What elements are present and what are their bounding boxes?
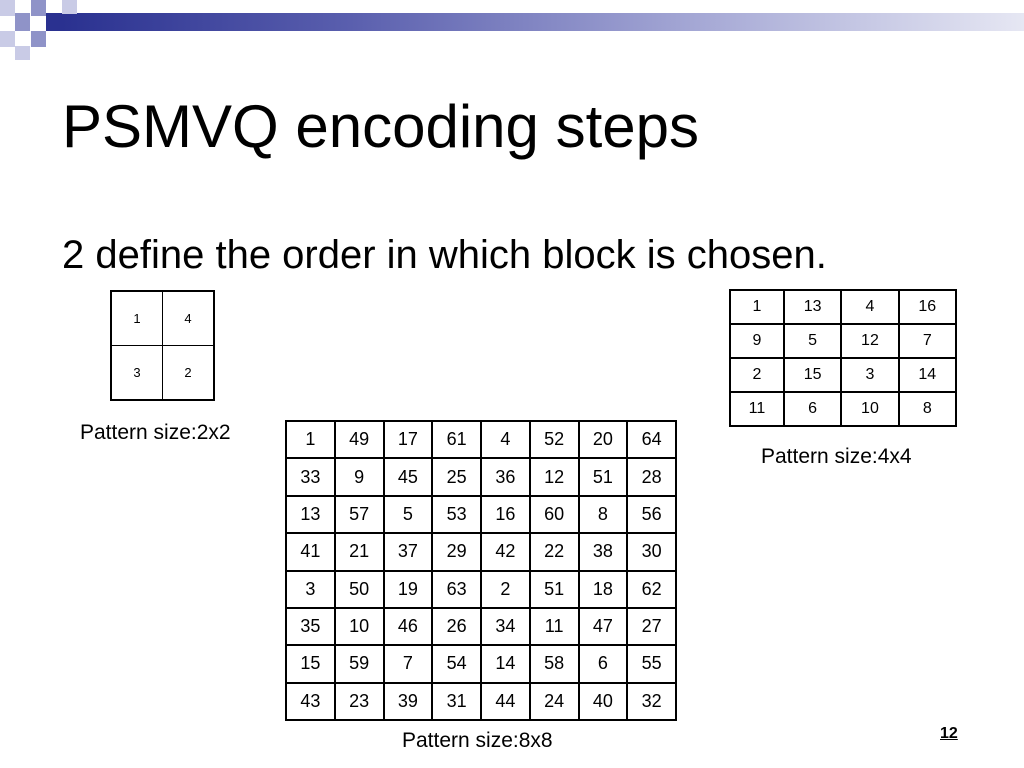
table-row xyxy=(286,421,676,458)
table-cell: 9 xyxy=(730,324,784,358)
table-row xyxy=(286,496,676,533)
table-cell: 44 xyxy=(481,683,530,720)
table-row xyxy=(286,571,676,608)
table-row xyxy=(111,291,214,346)
table-cell: 13 xyxy=(286,496,335,533)
table-row xyxy=(730,290,956,324)
table-cell: 32 xyxy=(627,683,676,720)
table-cell: 8 xyxy=(579,496,628,533)
table-cell: 51 xyxy=(579,458,628,495)
table-cell: 16 xyxy=(899,290,956,324)
table-cell: 29 xyxy=(432,533,481,570)
table-cell: 11 xyxy=(730,392,784,426)
table-cell: 4 xyxy=(163,291,215,346)
table-cell: 11 xyxy=(530,608,579,645)
header-decoration-square xyxy=(31,0,46,16)
table-cell: 64 xyxy=(627,421,676,458)
table-cell: 51 xyxy=(530,571,579,608)
table-cell: 61 xyxy=(432,421,481,458)
header-decoration-square xyxy=(0,0,15,16)
pattern-2x2-table xyxy=(110,290,215,401)
table-cell: 17 xyxy=(384,421,433,458)
table-cell: 49 xyxy=(335,421,384,458)
table-cell: 26 xyxy=(432,608,481,645)
table-row xyxy=(286,683,676,720)
table-cell: 1 xyxy=(111,291,163,346)
table-row xyxy=(286,608,676,645)
header-decoration-square xyxy=(15,13,30,31)
table-cell: 14 xyxy=(481,645,530,682)
table-cell: 6 xyxy=(784,392,841,426)
table-row xyxy=(286,645,676,682)
table-row xyxy=(730,392,956,426)
table-cell: 21 xyxy=(335,533,384,570)
table-cell: 30 xyxy=(627,533,676,570)
table-cell: 22 xyxy=(530,533,579,570)
table-cell: 12 xyxy=(841,324,898,358)
table-cell: 53 xyxy=(432,496,481,533)
table-cell: 57 xyxy=(335,496,384,533)
table-cell: 42 xyxy=(481,533,530,570)
table-cell: 2 xyxy=(481,571,530,608)
table-cell: 63 xyxy=(432,571,481,608)
pattern-8x8-caption: Pattern size:8x8 xyxy=(402,729,553,752)
header-decoration-square xyxy=(15,46,30,60)
table-row xyxy=(111,346,214,401)
table-cell: 37 xyxy=(384,533,433,570)
table-cell: 14 xyxy=(899,358,956,392)
pattern-2x2-caption: Pattern size:2x2 xyxy=(80,421,231,444)
table-cell: 2 xyxy=(730,358,784,392)
table-cell: 47 xyxy=(579,608,628,645)
header-decoration-square xyxy=(31,31,46,47)
table-cell: 27 xyxy=(627,608,676,645)
table-cell: 33 xyxy=(286,458,335,495)
table-cell: 56 xyxy=(627,496,676,533)
pattern-4x4-caption: Pattern size:4x4 xyxy=(761,445,912,468)
table-cell: 58 xyxy=(530,645,579,682)
table-cell: 28 xyxy=(627,458,676,495)
table-cell: 8 xyxy=(899,392,956,426)
table-cell: 15 xyxy=(784,358,841,392)
slide-subtitle: 2 define the order in which block is chosen. xyxy=(62,233,827,277)
table-cell: 43 xyxy=(286,683,335,720)
table-cell: 1 xyxy=(286,421,335,458)
header-decoration-square xyxy=(62,0,77,14)
table-cell: 1 xyxy=(730,290,784,324)
page-number: 12 xyxy=(940,725,958,742)
table-cell: 18 xyxy=(579,571,628,608)
table-cell: 5 xyxy=(784,324,841,358)
header-decoration-square xyxy=(46,13,62,31)
header-decoration-bar xyxy=(62,13,1024,31)
table-cell: 7 xyxy=(384,645,433,682)
table-cell: 39 xyxy=(384,683,433,720)
table-cell: 54 xyxy=(432,645,481,682)
table-cell: 16 xyxy=(481,496,530,533)
table-cell: 9 xyxy=(335,458,384,495)
table-cell: 2 xyxy=(163,346,215,401)
table-cell: 45 xyxy=(384,458,433,495)
table-cell: 4 xyxy=(841,290,898,324)
table-cell: 6 xyxy=(579,645,628,682)
table-row xyxy=(730,324,956,358)
table-cell: 3 xyxy=(841,358,898,392)
table-cell: 52 xyxy=(530,421,579,458)
table-cell: 25 xyxy=(432,458,481,495)
table-cell: 20 xyxy=(579,421,628,458)
table-cell: 10 xyxy=(335,608,384,645)
table-cell: 24 xyxy=(530,683,579,720)
table-cell: 23 xyxy=(335,683,384,720)
slide-title: PSMVQ encoding steps xyxy=(62,93,700,160)
pattern-8x8-table xyxy=(285,420,677,721)
table-cell: 46 xyxy=(384,608,433,645)
table-cell: 13 xyxy=(784,290,841,324)
table-cell: 7 xyxy=(899,324,956,358)
pattern-4x4-table xyxy=(729,289,957,427)
table-cell: 34 xyxy=(481,608,530,645)
table-cell: 19 xyxy=(384,571,433,608)
table-cell: 60 xyxy=(530,496,579,533)
table-cell: 15 xyxy=(286,645,335,682)
table-row xyxy=(286,533,676,570)
table-cell: 36 xyxy=(481,458,530,495)
table-cell: 3 xyxy=(111,346,163,401)
table-cell: 3 xyxy=(286,571,335,608)
table-cell: 55 xyxy=(627,645,676,682)
table-cell: 12 xyxy=(530,458,579,495)
table-row xyxy=(286,458,676,495)
table-cell: 41 xyxy=(286,533,335,570)
table-cell: 50 xyxy=(335,571,384,608)
table-cell: 38 xyxy=(579,533,628,570)
table-cell: 62 xyxy=(627,571,676,608)
table-cell: 5 xyxy=(384,496,433,533)
table-cell: 35 xyxy=(286,608,335,645)
table-row xyxy=(730,358,956,392)
table-cell: 31 xyxy=(432,683,481,720)
header-decoration-square xyxy=(0,31,15,47)
table-cell: 40 xyxy=(579,683,628,720)
table-cell: 10 xyxy=(841,392,898,426)
table-cell: 59 xyxy=(335,645,384,682)
table-cell: 4 xyxy=(481,421,530,458)
